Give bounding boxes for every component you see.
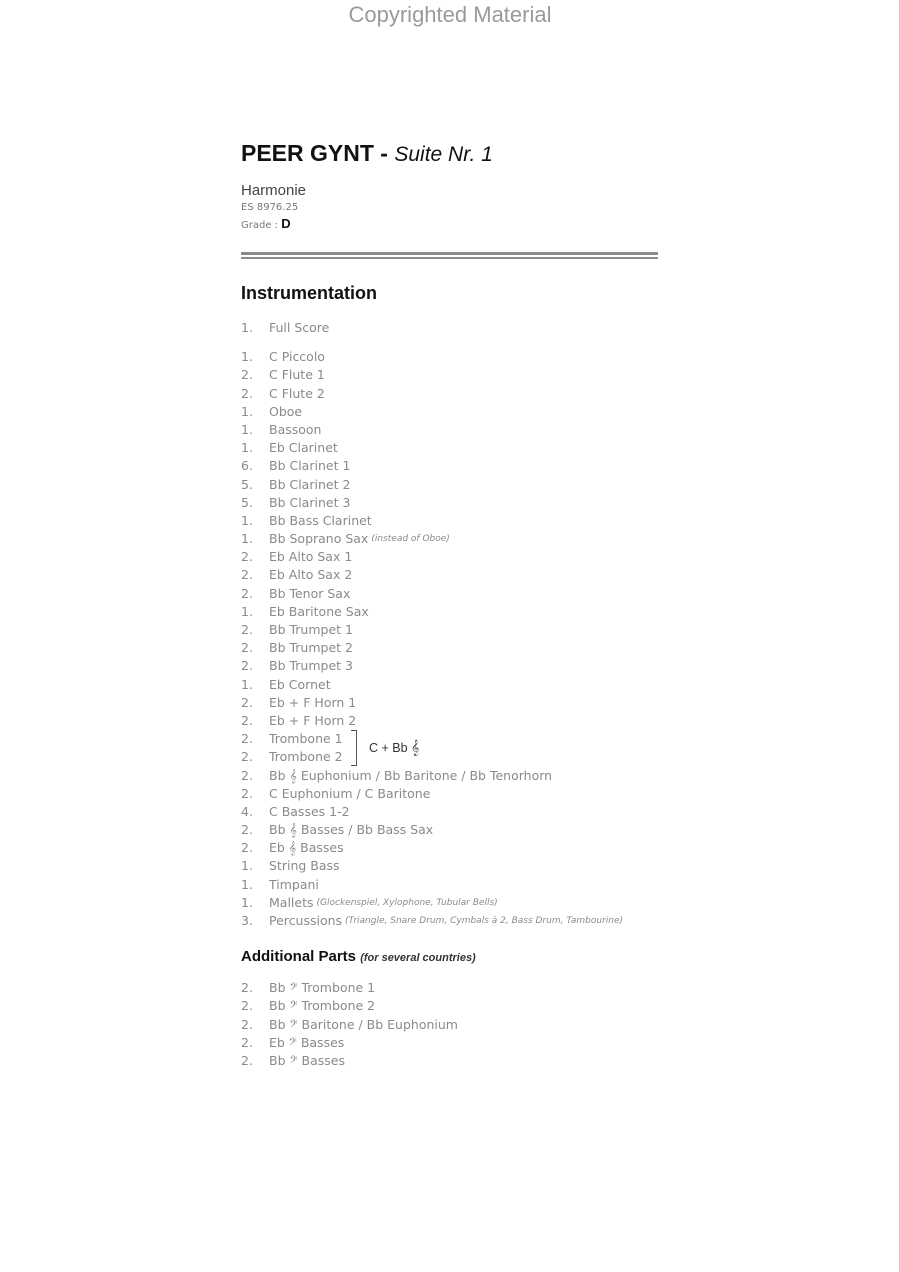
list-item-full-score [241, 319, 661, 337]
trombone-key-label [369, 739, 419, 756]
part-name: Eb Alto Sax 1 [269, 549, 353, 565]
part-count: 5. [241, 476, 253, 492]
part-count: 2. [241, 694, 253, 710]
list-item [241, 730, 661, 748]
part-name: String Bass [269, 858, 340, 874]
part-name: Eb Alto Sax 2 [269, 567, 353, 583]
list-item [241, 839, 661, 857]
list-item [241, 694, 661, 712]
double-rule-divider [241, 252, 658, 259]
list-item [241, 403, 661, 421]
part-count: 1. [241, 403, 253, 419]
part-count: 2. [241, 385, 253, 401]
part-count: 2. [241, 980, 253, 996]
instrument-parts-group-2 [241, 767, 661, 931]
list-item [241, 530, 661, 548]
copyright-watermark: Copyrighted Material [348, 2, 552, 27]
part-count: 2. [241, 1052, 253, 1068]
list-item [241, 803, 661, 821]
part-name: Eb 𝄞 Basses [269, 840, 344, 856]
trombone-parts [241, 730, 661, 766]
part-name: Bb Soprano Sax [269, 531, 369, 547]
part-count: 2. [241, 367, 253, 383]
list-item [241, 997, 661, 1015]
list-item [241, 857, 661, 875]
trombone-key: C + Bb [369, 741, 408, 756]
list-item [241, 979, 661, 997]
list-item [241, 1034, 661, 1052]
list-gap [241, 337, 661, 348]
list-item [241, 912, 661, 930]
list-item [241, 476, 661, 494]
part-count: 1. [241, 320, 253, 335]
list-item [241, 676, 661, 694]
part-name: C Flute 1 [269, 367, 325, 383]
list-item [241, 548, 661, 566]
part-name: Bb 𝄢 Basses [269, 1052, 345, 1068]
list-item [241, 457, 661, 475]
part-count: 1. [241, 349, 253, 365]
part-name: Eb Clarinet [269, 440, 338, 456]
part-name: Bb Clarinet 3 [269, 494, 351, 510]
grade-label: Grade : [241, 220, 279, 231]
part-count: 2. [241, 998, 253, 1014]
part-count: 2. [241, 785, 253, 801]
part-count: 2. [241, 549, 253, 565]
additional-parts-heading [241, 946, 661, 969]
instrumentation-list [241, 319, 661, 930]
list-item [241, 639, 661, 657]
part-count: 1. [241, 894, 253, 910]
title-subtitle: Suite Nr. 1 [394, 143, 493, 166]
list-item [241, 876, 661, 894]
part-name: Eb 𝄢 Basses [269, 1034, 345, 1050]
part-count: 2. [241, 712, 253, 728]
part-name: Percussions [269, 913, 343, 928]
part-name: Timpani [269, 876, 319, 892]
part-name: Trombone 2 [269, 749, 343, 765]
part-count: 6. [241, 458, 253, 474]
additional-heading-text: Additional Parts [241, 948, 357, 966]
part-name: Eb Baritone Sax [269, 603, 369, 619]
part-name: Bb Trumpet 1 [269, 622, 353, 637]
part-count: 2. [241, 767, 253, 783]
part-count: 5. [241, 494, 253, 510]
list-item [241, 1052, 661, 1070]
list-item [241, 821, 661, 839]
list-item [241, 894, 661, 912]
list-item [241, 585, 661, 603]
part-count: 2. [241, 731, 253, 747]
trombone-group [241, 730, 661, 766]
grade-line [241, 216, 661, 234]
part-note: (Triangle, Snare Drum, Cymbals à 2, Bass Drum, Tambourine) [345, 916, 624, 926]
part-name: Bb Clarinet 1 [269, 458, 351, 474]
part-note: (Glockenspiel, Xylophone, Tubular Bells) [316, 897, 498, 908]
part-count: 1. [241, 421, 253, 437]
catalog-code: ES 8976.25 [241, 202, 299, 213]
part-name: Eb + F Horn 2 [269, 712, 357, 728]
part-name: Bb 𝄢 Trombone 2 [269, 998, 376, 1014]
list-item [241, 385, 661, 403]
additional-heading-note: (for several countries) [360, 952, 476, 965]
list-item [241, 767, 661, 785]
part-name: Bb 𝄞 Basses / Bb Bass Sax [269, 822, 434, 838]
part-count: 2. [241, 640, 253, 656]
treble-clef-icon: 𝄞 [411, 739, 420, 756]
part-count: 3. [241, 913, 253, 928]
part-count: 2. [241, 822, 253, 838]
part-count: 1. [241, 531, 253, 547]
part-name: Bb 𝄢 Trombone 1 [269, 980, 376, 996]
list-item [241, 621, 661, 639]
part-name: C Flute 2 [269, 385, 325, 401]
part-name: Eb + F Horn 1 [269, 694, 357, 710]
part-count: 1. [241, 876, 253, 892]
list-item [241, 439, 661, 457]
grade-value: D [281, 216, 291, 231]
part-name: Trombone 1 [269, 731, 343, 747]
part-count: 2. [241, 567, 253, 583]
list-item [241, 712, 661, 730]
part-name: Bassoon [269, 421, 322, 437]
part-count: 1. [241, 512, 253, 528]
part-count: 1. [241, 676, 253, 692]
title-main: PEER GYNT - [241, 140, 388, 166]
part-count: 4. [241, 803, 253, 819]
page-title [241, 138, 661, 170]
part-name: Bb 𝄢 Baritone / Bb Euphonium [269, 1016, 458, 1032]
part-name: C Basses 1-2 [269, 803, 350, 819]
list-item [241, 421, 661, 439]
part-count: 2. [241, 585, 253, 601]
part-count: 2. [241, 1034, 253, 1050]
part-name: Bb 𝄞 Euphonium / Bb Baritone / Bb Tenorhorn [269, 767, 553, 783]
instrument-parts-group-1 [241, 348, 661, 730]
additional-parts-list [241, 979, 661, 1070]
list-item [241, 494, 661, 512]
list-item [241, 748, 661, 766]
part-count: 2. [241, 749, 253, 765]
part-name: Mallets [269, 894, 314, 910]
part-note: (instead of Oboe) [371, 534, 450, 545]
part-count: 1. [241, 440, 253, 456]
list-item [241, 785, 661, 803]
part-count: 2. [241, 622, 253, 637]
part-count: 2. [241, 658, 253, 674]
list-item [241, 603, 661, 621]
part-name: Bb Clarinet 2 [269, 476, 351, 492]
part-name: Bb Trumpet 3 [269, 658, 353, 674]
part-name: Bb Trumpet 2 [269, 640, 353, 656]
trombone-brace [351, 730, 357, 766]
instrumentation-heading: Instrumentation [241, 283, 378, 303]
part-name: Oboe [269, 403, 303, 419]
part-count: 1. [241, 858, 253, 874]
list-item [241, 566, 661, 584]
list-item [241, 512, 661, 530]
part-name: Bb Bass Clarinet [269, 512, 372, 528]
part-count: 1. [241, 603, 253, 619]
list-item [241, 348, 661, 366]
document-page [241, 138, 661, 1070]
part-count: 2. [241, 840, 253, 856]
list-item [241, 1016, 661, 1034]
ensemble-label: Harmonie [241, 182, 307, 199]
list-item [241, 366, 661, 384]
part-count: 2. [241, 1016, 253, 1032]
part-name: Bb Tenor Sax [269, 585, 351, 601]
list-item [241, 657, 661, 675]
part-name: Full Score [269, 320, 330, 335]
part-name: C Piccolo [269, 349, 325, 365]
part-name: C Euphonium / C Baritone [269, 785, 431, 801]
part-name: Eb Cornet [269, 676, 331, 692]
